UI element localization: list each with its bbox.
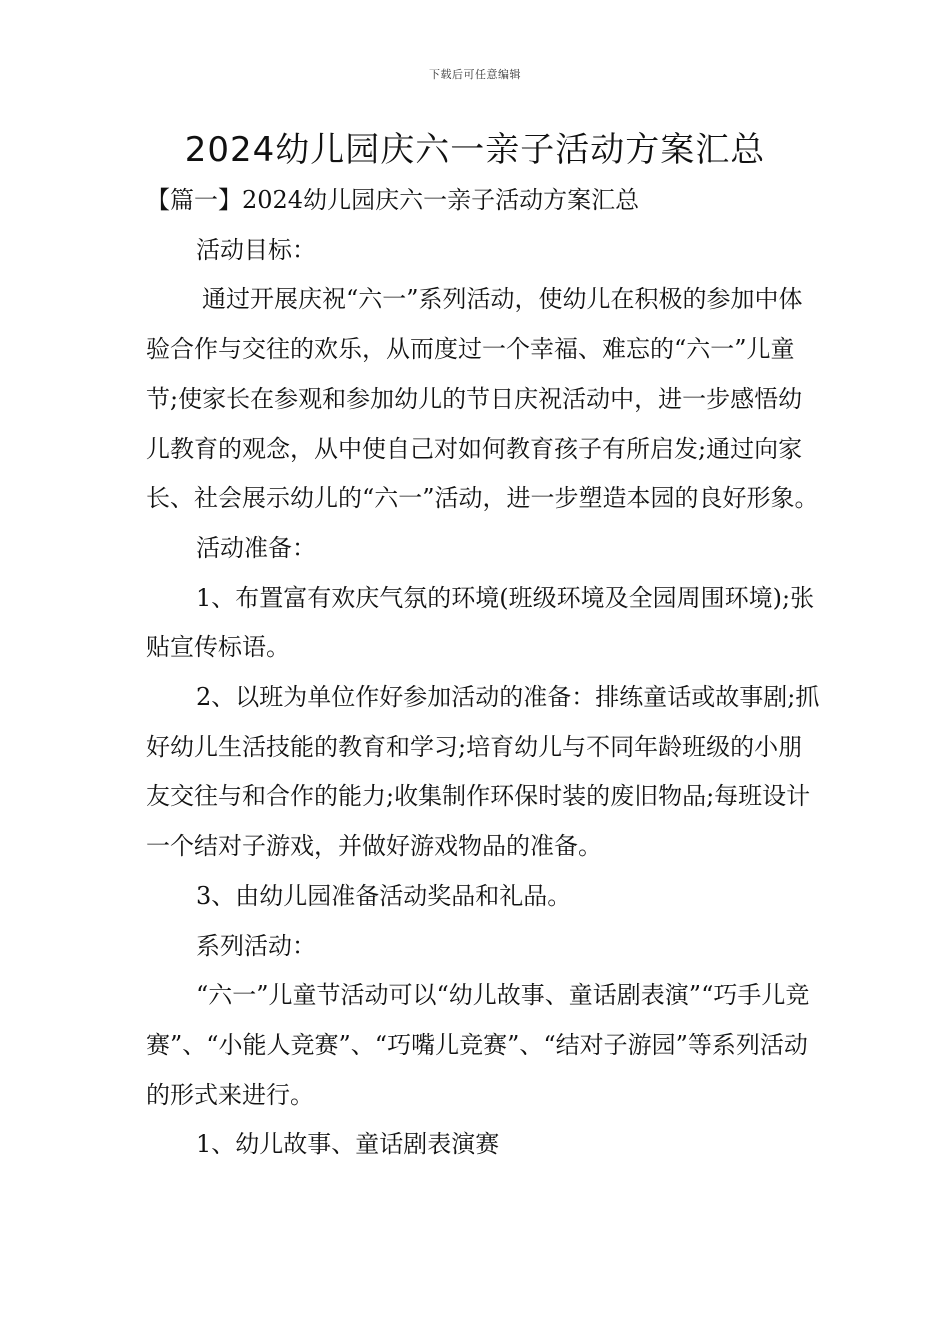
paragraph-prep-1: 1、布置富有欢庆气氛的环境(班级环境及全园周围环境);张贴宣传标语。 [146,583,815,662]
paragraph-prep-heading: 活动准备： [196,533,316,562]
header-note: 下载后可任意编辑 [429,68,521,81]
paragraph-prep-2: 2、以班为单位作好参加活动的准备：排练童话或故事剧;抓好幼儿生活技能的教育和学习;培育幼儿与不同年龄班级的小朋友交往与和合作的能力;收集制作环保时装的废旧物品;每班设计一个结对子游戏，并做好游戏物品的准备。 [146,683,820,861]
document-title: 2024幼儿园庆六一亲子活动方案汇总 [184,130,766,170]
paragraph-prep-3: 3、由幼儿园准备活动奖品和礼品。 [196,881,572,910]
paragraph-series-heading: 系列活动： [196,931,316,960]
section-heading: 【篇一】2024幼儿园庆六一亲子活动方案汇总 [146,186,640,214]
paragraph-goal-body: 通过开展庆祝“六一”系列活动，使幼儿在积极的参加中体验合作与交往的欢乐，从而度过一个幸福、难忘的“六一”儿童节;使家长在参观和参加幼儿的节日庆祝活动中，进一步感悟幼儿教育的观念，从中使自己对如何教育孩子有所启发;通过向家长、社会展示幼儿的“六一”活动，进一步塑造本园的良好形象。 [146,285,819,513]
document-body [146,176,826,1170]
paragraph-series-item-1: 1、幼儿故事、童话剧表演赛 [196,1130,500,1159]
paragraph-goal-heading: 活动目标： [196,235,316,264]
paragraph-series-body: “六一”儿童节活动可以“幼儿故事、童话剧表演”“巧手儿竞赛”、“小能人竞赛”、“巧嘴儿竞赛”、“结对子游园”等系列活动的形式来进行。 [146,981,810,1109]
